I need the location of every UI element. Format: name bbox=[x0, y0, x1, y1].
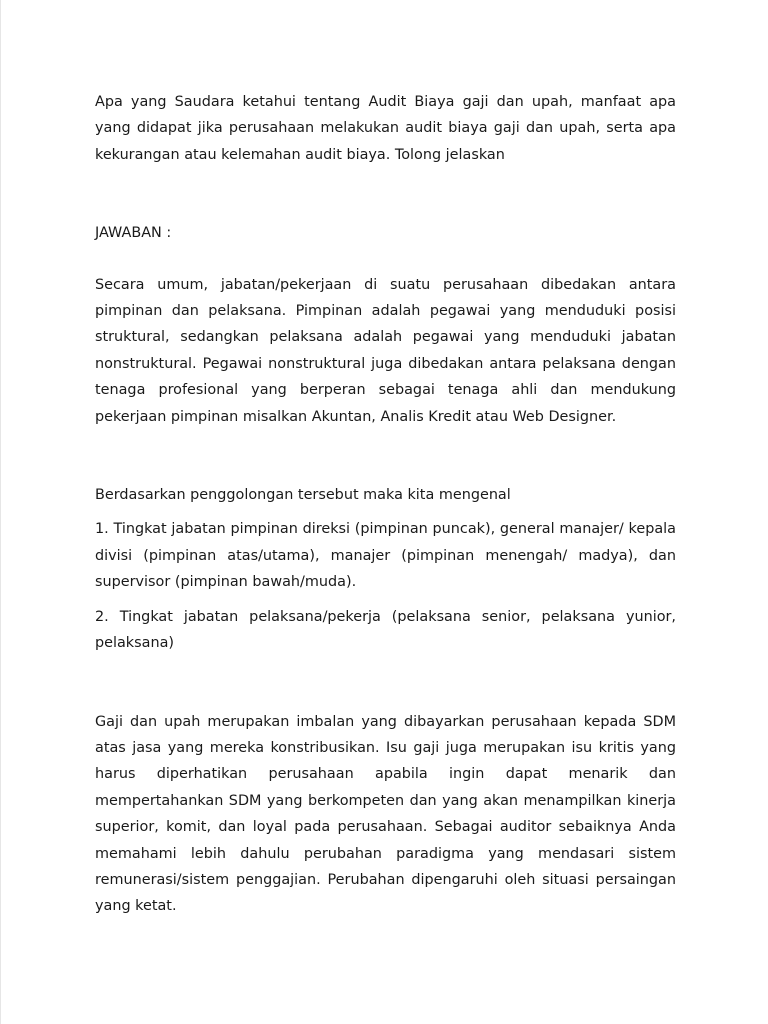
salary-paragraph: Gaji dan upah merupakan imbalan yang dibayarkan perusahaan kepada SDM atas jasa yang mereka konstribusikan. Isu gaji juga merupakan isu kritis yang harus diperhatikan perusahaan apabila ingin dapat menarik dan mempertahankan SDM yang berkompeten dan yang akan menampilkan kinerja superior, komit, dan loyal pada perusahaan. Sebagai auditor sebaiknya Anda memahami lebih dahulu perubahan paradigma yang mendasari sistem remunerasi/sistem penggajian. Perubahan dipengaruhi oleh situasi persaingan yang ketat. bbox=[95, 713, 676, 915]
list-item: 1. Tingkat jabatan pimpinan direksi (pimpinan puncak), general manajer/ kepala divisi (pimpinan atas/utama), manajer (pimpinan menengah/ madya), dan supervisor (pimpinan bawah/muda). bbox=[95, 521, 676, 591]
intro-paragraph: Secara umum, jabatan/pekerjaan di suatu perusahaan dibedakan antara pimpinan dan pelaksana. Pimpinan adalah pegawai yang menduduki posisi struktural, sedangkan pelaksana adalah pegawai yang menduduki jabatan nonstruktural. Pegawai nonstruktural juga dibedakan antara pelaksana dengan tenaga profesional yang berperan sebagai tenaga ahli dan mendukung pekerjaan pimpinan misalkan Akuntan, Analis Kredit atau Web Designer. bbox=[95, 276, 676, 425]
list-item: 2. Tingkat jabatan pelaksana/pekerja (pelaksana senior, pelaksana yunior, pelaksana) bbox=[95, 608, 676, 652]
spacer bbox=[95, 657, 676, 709]
question-paragraph: Apa yang Saudara ketahui tentang Audit Biaya gaji dan upah, manfaat apa yang didapat jika perusahaan melakukan audit biaya gaji dan upah, serta apa kekurangan atau kelemahan audit biaya. Tolong jelaskan bbox=[95, 94, 676, 163]
classification-paragraph: Berdasarkan penggolongan tersebut maka kita mengenal bbox=[95, 487, 511, 504]
spacer bbox=[95, 430, 676, 482]
spacer bbox=[95, 247, 676, 272]
document-body bbox=[95, 89, 676, 920]
spacer bbox=[95, 168, 676, 220]
spacer bbox=[95, 508, 676, 516]
answer-heading: JAWABAN : bbox=[95, 225, 172, 242]
spacer bbox=[95, 596, 676, 604]
